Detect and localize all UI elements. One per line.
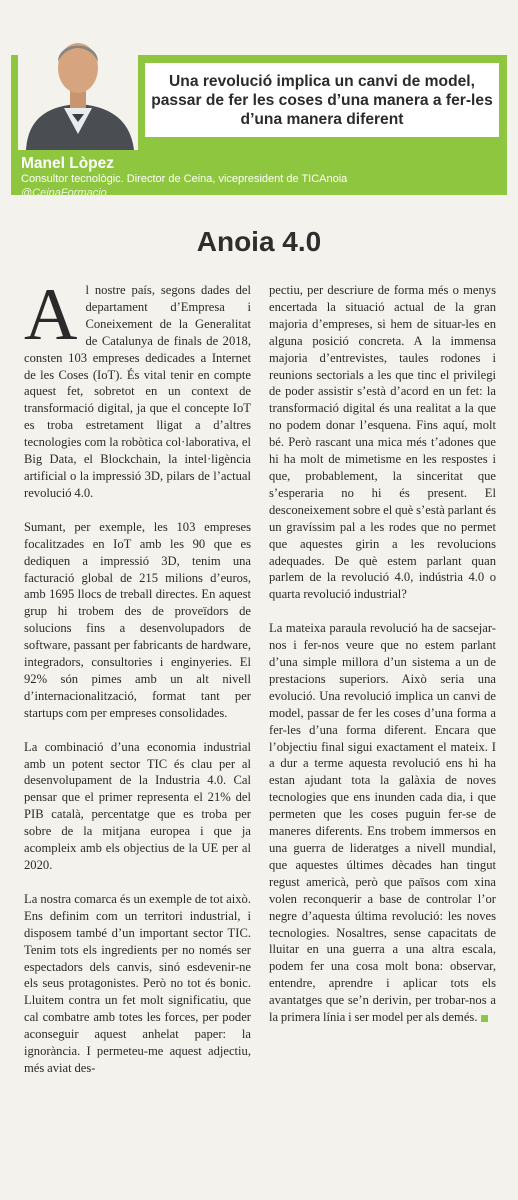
author-role: Consultor tecnològic. Director de Ceina, vicepresident de TICAnoia [21, 173, 348, 185]
paragraph-text: La mateixa paraula revolució ha de sacsejar-nos i fer-nos veure que no estem parlant d’una simple millora d’un sistema a un de prestacions superiors. Això seria una evolució. Una revolució implica un canvi de model, passar de fer les coses d’una forma a fer-les d’una forma diferent. Encara que l’objectiu final sigui exactament el mateix. I a dur a terme aquesta revolució ens hi ha estan ajudant tota la galàxia de noves tecnologies que ens inunden cada dia, i que permeten que les coses puguin fer-se de maneres diferents. Ens trobem immersos en una guerra de lideratges a nivell mundial, que aquestes últimes dècades han tingut regust americà, però que països com xina volen reconquerir a base de controlar l’or negre d’aquesta última revolució: les noves tecnologies. Nosaltres, sense capacitats de lluitar en una guerra a una altra escala, podem fer una cosa molt bona: observar, entendre, aprendre i aplicar tots els avantatges que se’n derivin, per trobar-nos a la primera línia i ser model per als demés. [269, 621, 496, 1025]
dropcap: A [24, 274, 78, 356]
paragraph-text: l nostre país, segons dades del departament d’Empresa i Coneixement de la Generalitat de Catalunya de finals de 2018, consten 103 empreses dedicades a Internet de les Coses (IoT). És vital tenir en compte aquest fet, sobretot en un context de transformació digital, ja que el concepte IoT es troba estretament lligat a d’altres tecnologies com la robòtica col·laborativa, el Big Data, el Blockchain, la intel·ligència artificial o la impressió 3D, pilars de l’actual revolució 4.0. [24, 283, 251, 500]
pull-quote-box [145, 63, 499, 137]
article-column-left [24, 274, 251, 1094]
pull-quote: Una revolució implica un canvi de model, passar de fer les coses d’una manera a fer-les d’una manera diferent [151, 72, 493, 128]
paragraph [24, 274, 251, 502]
article-title: Anoia 4.0 [196, 226, 322, 257]
author-name: Manel Lòpez [21, 155, 115, 172]
author-handle: @CeinaFormacio [21, 187, 107, 199]
paragraph: La combinació d’una economia industrial amb un potent sector TIC és clau per al desenvolupament de la Industria 4.0. Cal pensar que el primer representa el 21% del PIB català, percentatge que es troba per sobre de la mitjana europea i que ja acompleix amb els objectius de la UE per al 2020. [24, 739, 251, 872]
article-column-right [269, 282, 496, 1043]
paragraph: Sumant, per exemple, les 103 empreses focalitzades en IoT amb les 90 que es dediquen a impressió 3D, tenim una facturació global de 215 milions d’euros, amb 1695 llocs de treball directes. En aquest grup hi trobem des de proveïdors de solucions fins a desenvolupadors de software, passant per fabricants de hardware, integradors, consultories i enginyeries. El 92% són pimes amb un alt nivell d’internacionalització, format tant per startups com per empreses consolidades. [24, 519, 251, 720]
paragraph: pectiu, per descriure de forma més o menys encertada la situació actual de la gran majoria d’empreses, si hem de situar-les en alguna posició concreta. A la immensa majoria d’entrevistes, taules rodones i reunions sectorials a les que tinc el privilegi de poder assistir s’està d’acord en un fet: la transformació digital és una realitat a la que no podem donar l’esquena. Fins aquí, molt bé. Però rascant una mica més t’adones que hi ha molt de mimetisme en les respostes i que, probablement, la sinceritat que s’esperaria no hi és present. El desconeixement sobre el què s’està parlant és un gravíssim pal a les rodes que no permet que aquestes girin a les revolucions adequades. De què estem parlant quan parlem de la revolució 4.0, indústria 4.0 o quarta revolució industrial? [269, 283, 496, 602]
author-photo [18, 18, 138, 150]
end-of-article-mark [481, 1015, 488, 1022]
paragraph: La nostra comarca és un exemple de tot això. Ens definim com un territori industrial, i disposem també d’un important sector TIC. Tenim tots els ingredients per no només ser espectadors dels canvis, sinó esdevenir-ne els seus protagonistes. Però no tot és bonic. Lluitem contra un fet molt significatiu, que cal combatre amb totes les forces, per poder aconseguir aquest anhelat paper: la ignorància. I permeteu-me aquest adjectiu, més aviat des- [24, 891, 251, 1075]
paragraph [269, 620, 496, 1026]
opinion-header [11, 9, 507, 199]
